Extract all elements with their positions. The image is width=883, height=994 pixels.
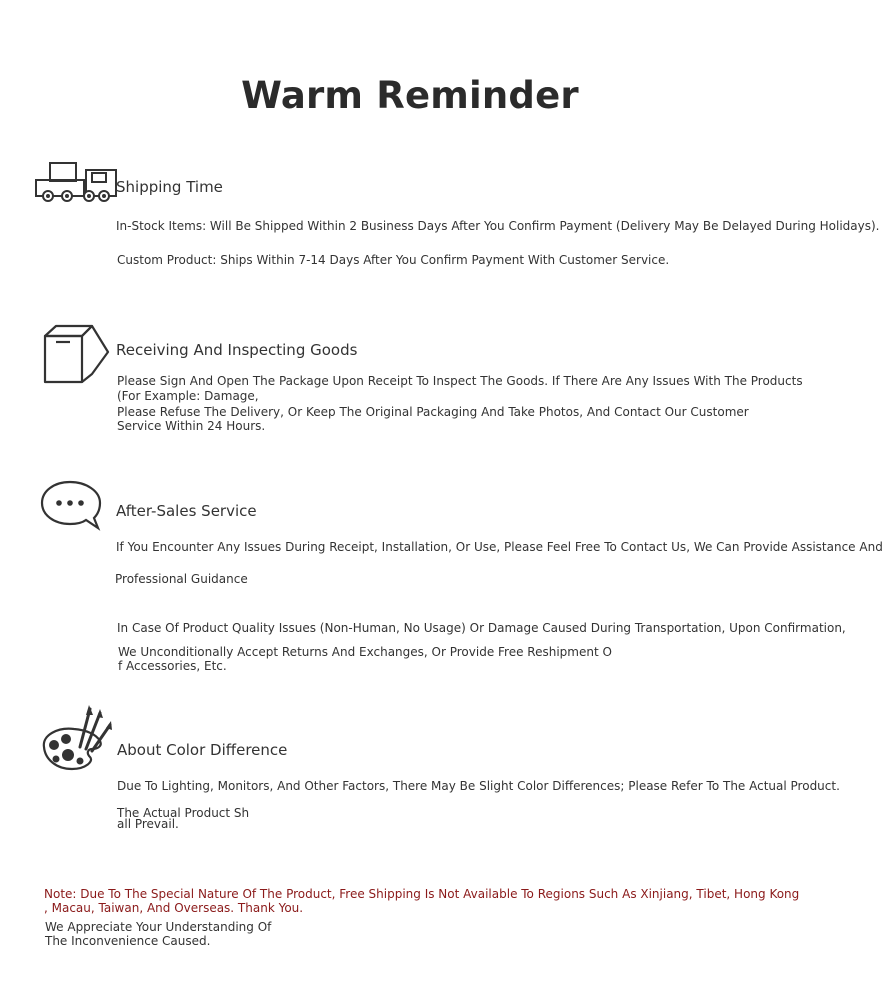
after-sales-line-3: In Case Of Product Quality Issues (Non-Human, No Usage) Or Damage Caused During Transportation, Upon Confirmation, [117, 621, 846, 635]
after-sales-line-2: Professional Guidance [115, 572, 248, 586]
color-line-1: Due To Lighting, Monitors, And Other Factors, There May Be Slight Color Differences; Please Refer To The Actual Product. [117, 779, 840, 793]
note-line-2: , Macau, Taiwan, And Overseas. Thank You. [44, 901, 304, 915]
page-title: Warm Reminder [241, 74, 579, 117]
after-sales-line-1: If You Encounter Any Issues During Receipt, Installation, Or Use, Please Feel Free To Contact Us, We Can Provide Assistance And [116, 540, 883, 554]
note-line-1: Note: Due To The Special Nature Of The Product, Free Shipping Is Not Available To Regions Such As Xinjiang, Tibet, Hong Kong [44, 887, 800, 901]
color-line-3: all Prevail. [117, 817, 179, 831]
color-line-2: The Actual Product Sh [117, 806, 250, 820]
shipping-heading: Shipping Time [116, 178, 223, 196]
after-sales-heading: After-Sales Service [116, 502, 257, 520]
receiving-heading: Receiving And Inspecting Goods [116, 341, 358, 359]
receiving-line-4: Service Within 24 Hours. [117, 419, 266, 433]
palette-icon [40, 703, 116, 773]
shipping-line-2: Custom Product: Ships Within 7-14 Days After You Confirm Payment With Customer Service. [117, 253, 670, 267]
appreciation-line-1: We Appreciate Your Understanding Of [45, 920, 272, 934]
truck-icon [34, 160, 120, 206]
color-heading: About Color Difference [117, 741, 288, 759]
receiving-line-1: Please Sign And Open The Package Upon Receipt To Inspect The Goods. If There Are Any Issues With The Products [117, 374, 803, 388]
receiving-line-2: (For Example: Damage, [117, 389, 259, 403]
chat-bubble-icon [38, 478, 104, 534]
appreciation-line-2: The Inconvenience Caused. [45, 934, 211, 948]
after-sales-line-4: We Unconditionally Accept Returns And Exchanges, Or Provide Free Reshipment O [118, 645, 612, 659]
box-icon [40, 324, 112, 386]
after-sales-line-5: f Accessories, Etc. [118, 659, 227, 673]
shipping-line-1: In-Stock Items: Will Be Shipped Within 2 Business Days After You Confirm Payment (Delivery May Be Delayed During Holidays). [116, 219, 880, 233]
receiving-line-3: Please Refuse The Delivery, Or Keep The Original Packaging And Take Photos, And Contact Our Customer [117, 405, 749, 419]
